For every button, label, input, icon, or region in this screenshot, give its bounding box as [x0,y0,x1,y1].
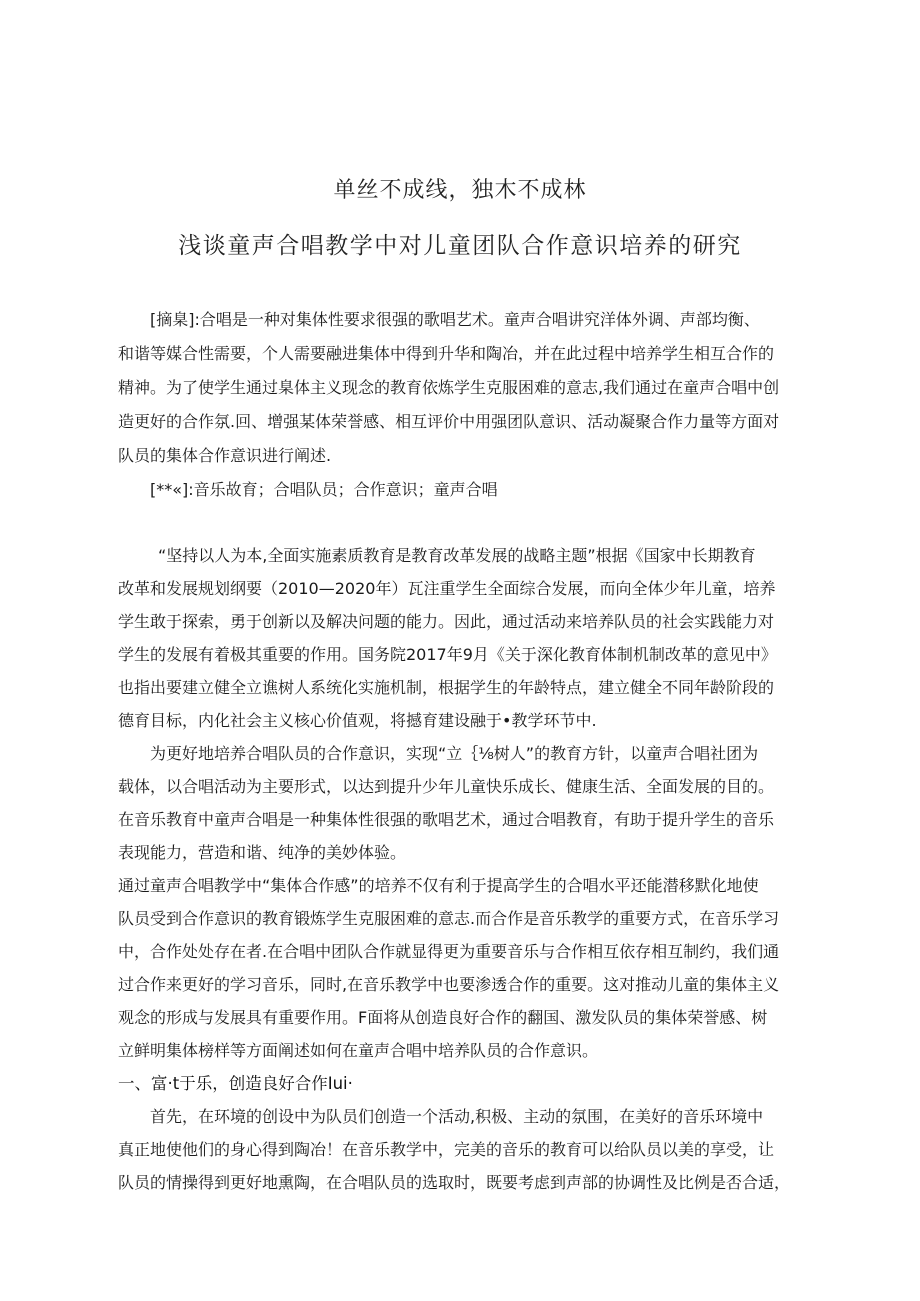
body-line: 队员的情操得到更好地熏陶，在合唱队员的选取时，既要考虑到声部的协调性及比例是否合适， [118,1173,791,1192]
body-line: 学生的发展有着极其重要的作用。国务院2017年9月《关于深化教育体制机制改革的意见中》 [118,645,777,664]
body-line: “坚持以人为本,全面实施素质教育是教育改革发展的战略主题”根据《国家中长期教育 [158,546,756,565]
body-line: 也指出要建立健全立谯树人系统化实施机制，根据学生的年龄特点，建立健全不同年龄阶段的 [118,678,775,697]
body-line: 首先，在环境的创设中为队员们创造一个活动,积极、主动的氛围，在美好的音乐环境中 [150,1107,764,1126]
abstract-line: [摘臬]:合唱是一种对集体性要求很强的歌唱艺术。童声合唱讲究洋体外调、声部均衡、 [150,310,760,329]
body-line: 通过童声合唱教学中“集体合作感”的培养不仅有利于提高学生的合唱水平还能潜移默化地使 [118,876,759,895]
body-line: 过合作来更好的学习音乐，同时,在音乐教学中也要渗透合作的重要。这对推动儿童的集体主义 [118,975,780,994]
abstract-line: 队员的集体合作意识进行阐述. [118,446,332,465]
abstract-line: 和谐等媒合性需要，个人需要融进集体中得到升华和陶冶，并在此过程中培养学生相互合作的 [118,344,775,363]
body-line: 载体，以合唱活动为主要形式，以达到提升少年儿童快乐成长、健康生活、全面发展的目的。 [118,777,775,796]
abstract-line: 精神。为了使学生通过臬体主义现念的教育依炼学生克服困难的意志,我们通过在童声合唱中创 [118,378,780,397]
body-line: 在音乐教育中童声合唱是一种集体性很强的歌唱艺术，通过合唱教育，有助于提升学生的音乐 [118,810,775,829]
body-line: 立鲜明集体榜样等方面阐述如何在童声合唱中培养队员的合作意识。 [118,1041,599,1060]
section-heading: 一、富·t于乐，创造良好合作Iui· [118,1074,353,1093]
body-line: 真正地使他们的身心得到陶冶！在音乐教学中，完美的音乐的教育可以给队员以美的享受，让 [118,1140,775,1159]
keywords-line: [**«]:音乐故育；合唱队员；合作意识；童声合唱 [150,480,498,499]
body-line: 中，合作处处存在者.在合唱中团队合作就显得更为重要音乐与合作相互依存相互制约，我们通 [118,942,780,961]
body-line: 队员受到合作意识的教育锻炼学生克服困难的意志.而合作是音乐教学的重要方式，在音乐学习 [118,909,780,928]
body-line: 德育目标，内化社会主义核心价值观，将撼育建设融于•教学环节中. [118,711,597,730]
body-line: 表现能力，营造和谐、纯净的美妙体验。 [118,843,407,862]
body-line: 学生敢于探索，勇于创新以及解决问题的能力。因此，通过活动来培养队员的社会实践能力对 [118,612,775,631]
main-title: 单丝不成线，独木不成林 [333,178,587,203]
body-line: 改革和发展规划纲要（2010—2020年）瓦注重学生全面综合发展，而向全体少年儿童，培养 [118,579,776,598]
body-line: 观念的形成与发展具有重要作用。F面将从创造良好合作的翻国、激发队员的集体荣誉感、树 [118,1008,768,1027]
sub-title: 浅谈童声合唱教学中对儿童团队合作意识培养的研究 [178,233,742,259]
abstract-line: 造更好的合作氛.回、增强某体荣誉感、相互评价中用强团队意识、活动凝聚合作力量等方面对 [118,412,780,431]
body-line: 为更好地培养合唱队员的合作意识，实现“立｛⅛树人”的教育方针，以童声合唱社团为 [150,744,759,763]
